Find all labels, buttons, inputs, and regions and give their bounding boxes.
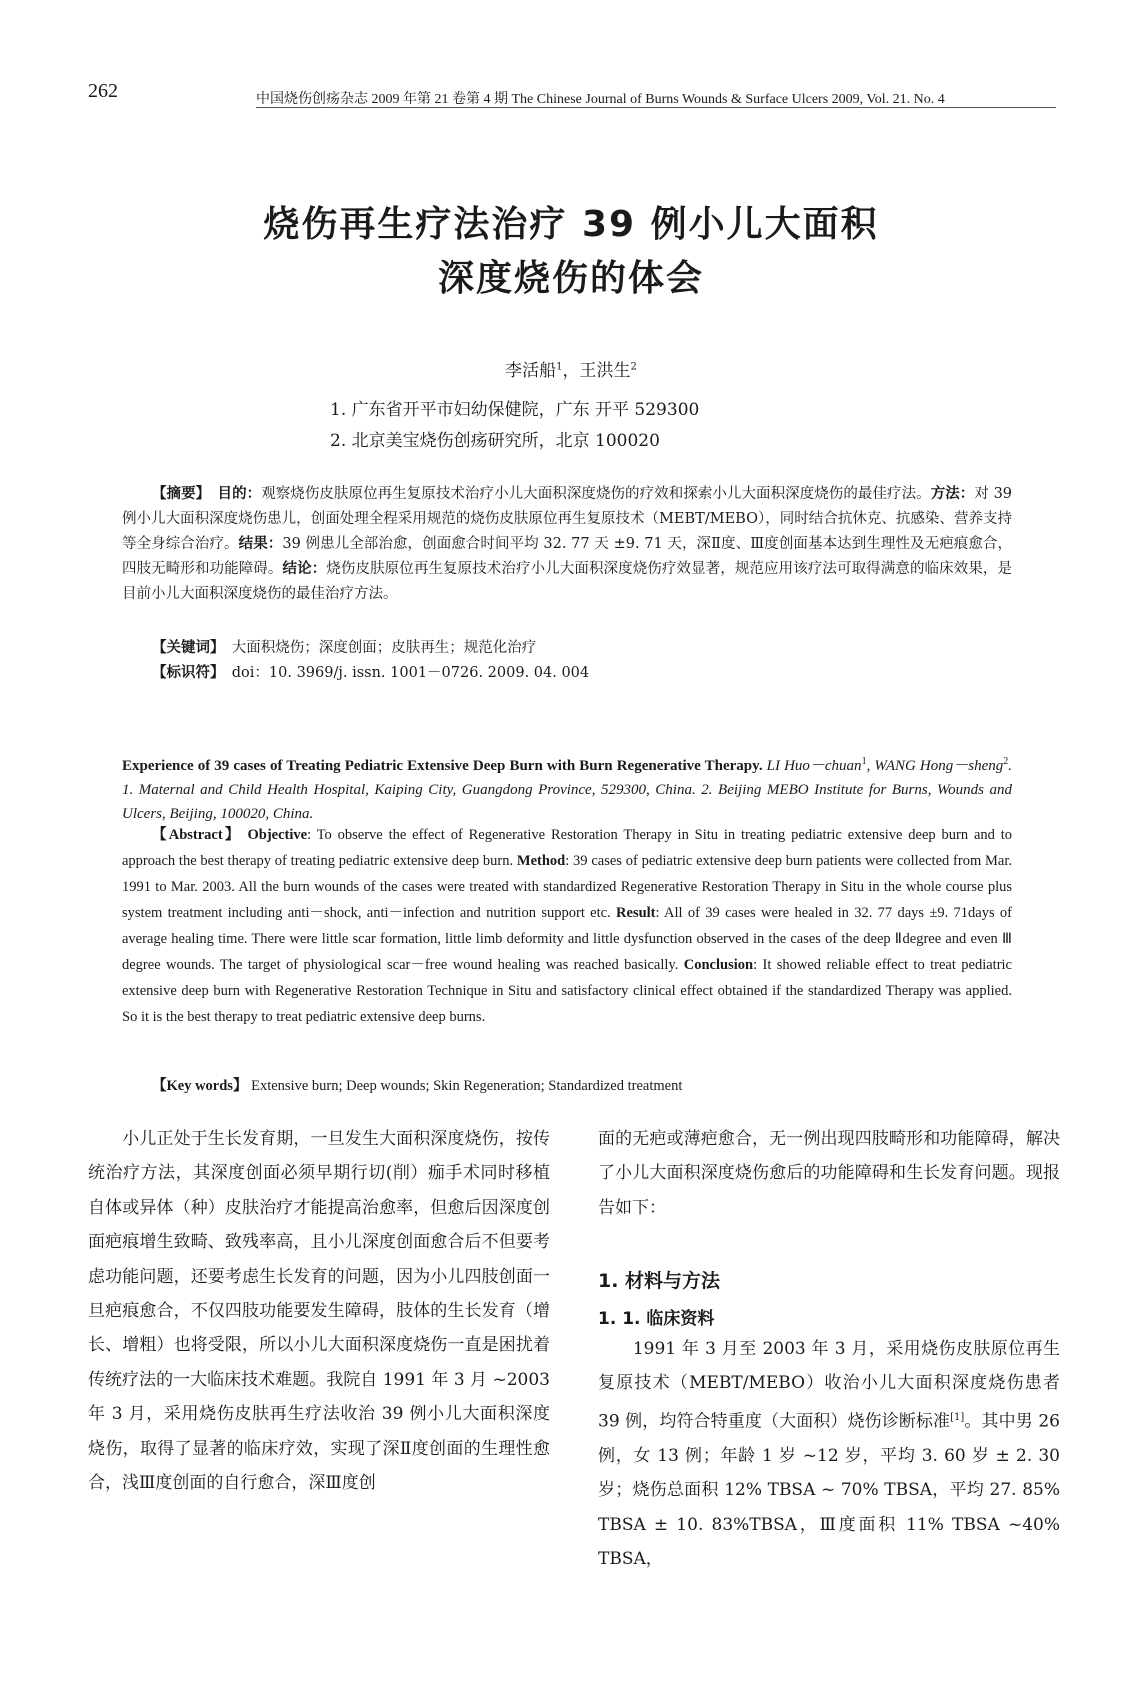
cn-objective-label: 目的： bbox=[217, 486, 262, 502]
author-2-sup: 2 bbox=[630, 361, 637, 373]
en-method-label: Method bbox=[516, 853, 566, 869]
en-conclusion-label: Conclusion bbox=[683, 957, 754, 973]
cn-result: 39 例患儿全部治愈，创面愈合时间平均 32. 77 天 ±9. 71 天，深Ⅱ度、Ⅲ度创面基本达到生理性及无疤痕愈合，四肢无畸形和功能障碍。 bbox=[122, 536, 1013, 577]
doi: doi：10. 3969/j. issn. 1001－0726. 2009. 04. 004 bbox=[231, 665, 590, 681]
en-keywords-row bbox=[152, 1074, 682, 1095]
affiliation-1: 1. 广东省开平市妇幼保健院，广东 开平 529300 bbox=[330, 400, 700, 420]
en-affiliations: . 1. Maternal and Child Health Hospital, Kaiping City, Guangdong Province, 529300, China. 2. Beijing MEBO Institute for Burns, Wounds and Ulcers, Beijing, 100020, China. bbox=[122, 758, 1012, 822]
en-title: Experience of 39 cases of Treating Pediatric Extensive Deep Burn with Burn Regenerative Therapy. bbox=[122, 758, 763, 774]
author-1-sup: 1 bbox=[556, 361, 563, 373]
cn-keywords: 大面积烧伤；深度创面；皮肤再生；规范化治疗 bbox=[231, 640, 537, 656]
cn-method-label: 方法： bbox=[930, 486, 975, 502]
en-title-block: Experience of 39 cases of Treating Pediatric Extensive Deep Burn with Burn Regenerative Therapy. LI Huo－chuan$^1$, WANG Hong－sheng$^2$. 1. Maternal and Child Health Hospital, Kaiping City, Guangdong Province, 529300, China. 2. Beijing MEBO Institute for Burns, Wounds and Ulcers, Beijing, 100020, China. bbox=[122, 756, 1012, 822]
en-objective-label: Objective bbox=[247, 827, 308, 843]
body-right-column-top: 面的无疤或薄疤愈合，无一例出现四肢畸形和功能障碍，解决了小儿大面积深度烧伤愈后的功能障碍和生长发育问题。现报告如下： bbox=[598, 1129, 1060, 1218]
en-abstract-tag: 【Abstract】 bbox=[152, 827, 242, 843]
title-line-1: 烧伤再生疗法治疗 39 例小儿大面积 bbox=[263, 204, 879, 245]
cn-conclusion: 烧伤皮肤原位再生复原技术治疗小儿大面积深度烧伤疗效显著，规范应用该疗法可取得满意的临床效果，是目前小儿大面积深度烧伤的最佳治疗方法。 bbox=[122, 561, 1013, 602]
page-number: 262 bbox=[88, 80, 118, 102]
header-rule bbox=[256, 107, 1056, 108]
cn-method: 对 39 例小儿大面积深度烧伤患儿，创面处理全程采用规范的烧伤皮肤原位再生复原技术（MEBT/MEBO），同时结合抗休克、抗感染、营养支持等全身综合治疗。 bbox=[122, 486, 1013, 552]
body-left-column: 小儿正处于生长发育期，一旦发生大面积深度烧伤，按传统治疗方法，其深度创面必须早期行切(削）痂手术同时移植自体或异体（种）皮肤治疗才能提高治愈率，但愈后因深度创面疤痕增生致畸、致残率高，且小儿深度创面愈合后不但要考虑功能问题，还要考虑生长发育的问题，因为小儿四肢创面一旦疤痕愈合，不仅四肢功能要发生障碍，肢体的生长发育（增长、增粗）也将受限，所以小儿大面积深度烧伤一直是困扰着传统疗法的一大临床技术难题。我院自 1991 年 3 月 ~2003 年 3 月，采用烧伤皮肤再生疗法收治 39 例小儿大面积深度烧伤，取得了显著的临床疗效，实现了深Ⅱ度创面的生理性愈合，浅Ⅲ度创面的自行愈合，深Ⅲ度创 bbox=[88, 1129, 550, 1494]
en-abstract bbox=[122, 822, 1012, 1030]
clinical-data-text-cont: 。其中男 26 例，女 13 例；年龄 1 岁 ~12 岁，平均 3. 60 岁 ± 2. 30 岁；烧伤总面积 12% TBSA ~ 70% TBSA，平均 27. 85% TBSA ± 10. 83%TBSA，Ⅲ度面积 11% TBSA ~40% TBSA， bbox=[598, 1411, 1060, 1570]
en-author-2-sup: 2 bbox=[1003, 756, 1009, 767]
en-method: : 39 cases of pediatric extensive deep burn patients were collected from Mar. 1991 to Mar. 2003. All the burn wounds of the cases were treated with standardized Regenerative Restoration Therapy in Situ in the whole course plus system treatment including anti－shock, anti－infection and nutrition support etc. bbox=[122, 853, 1012, 921]
cn-abstract-tag: 【摘要】 bbox=[152, 486, 203, 502]
en-result-label: Result bbox=[616, 905, 656, 921]
en-author-1-sup: 1 bbox=[861, 756, 867, 767]
cn-identifier-tag: 【标识符】 bbox=[152, 665, 218, 681]
en-conclusion: : It showed reliable effect to treat pediatric extensive deep burn with Regenerative Restoration Technique in Situ and satisfactory clinical effect obtained if the standardized Therapy was applied. So it is the best therapy to treat pediatric extensive deep burns. bbox=[122, 957, 1012, 1025]
cn-identifier-row bbox=[152, 661, 589, 682]
author-2: 王洪生 bbox=[579, 361, 631, 381]
title-line-2: 深度烧伤的体会 bbox=[437, 258, 704, 299]
author-sep: ， bbox=[562, 361, 580, 381]
cn-conclusion-label: 结论： bbox=[282, 561, 327, 577]
authors bbox=[0, 356, 1142, 381]
en-objective: : To observe the effect of Regenerative Restoration Therapy in Situ in treating pediatric extensive deep burn and to approach the best therapy of treating pediatric extensive deep burn. bbox=[122, 827, 1013, 869]
en-keywords: Extensive burn; Deep wounds; Skin Regeneration; Standardized treatment bbox=[247, 1078, 683, 1094]
en-author-2: WANG Hong－sheng bbox=[874, 758, 1004, 774]
cn-keywords-tag: 【关键词】 bbox=[152, 640, 218, 656]
en-result: : All of 39 cases were healed in 32. 77 days ±9. 71days of average healing time. There were little scar formation, little limb deformity and little dysfunction observed in the cases of the deep Ⅱdegree and even Ⅲ degree wounds. The target of physiological scar－free wound healing was reached basically. bbox=[122, 905, 1013, 973]
body-right-column-p1 bbox=[598, 1332, 1060, 1577]
running-header: 中国烧伤创疡杂志 2009 年第 21 卷第 4 期 The Chinese Journal of Burns Wounds & Surface Ulcers 2009, Vol. 21. No. 4 bbox=[256, 92, 945, 107]
en-keywords-tag: 【Key words】 bbox=[152, 1078, 248, 1094]
cn-objective: 观察烧伤皮肤原位再生复原技术治疗小儿大面积深度烧伤的疗效和探索小儿大面积深度烧伤的最佳疗法。 bbox=[261, 486, 931, 502]
cn-result-label: 结果： bbox=[238, 536, 283, 552]
cn-abstract bbox=[122, 482, 1012, 607]
section-heading-1-1: 1. 1. 临床资料 bbox=[598, 1309, 715, 1329]
section-heading-1: 1. 材料与方法 bbox=[598, 1270, 721, 1292]
clinical-data-text: 1991 年 3 月至 2003 年 3 月，采用烧伤皮肤原位再生复原技术（MEBT/MEBO）收治小儿大面积深度烧伤患者 39 例，均符合特重度（大面积）烧伤诊断标准 bbox=[598, 1339, 1060, 1432]
reference-marker: [1] bbox=[950, 1411, 965, 1423]
en-author-1: LI Huo－chuan bbox=[766, 758, 862, 774]
cn-keywords-row bbox=[152, 636, 536, 657]
author-1: 李活船 bbox=[505, 361, 557, 381]
affiliation-2: 2. 北京美宝烧伤创疡研究所，北京 100020 bbox=[330, 431, 660, 451]
